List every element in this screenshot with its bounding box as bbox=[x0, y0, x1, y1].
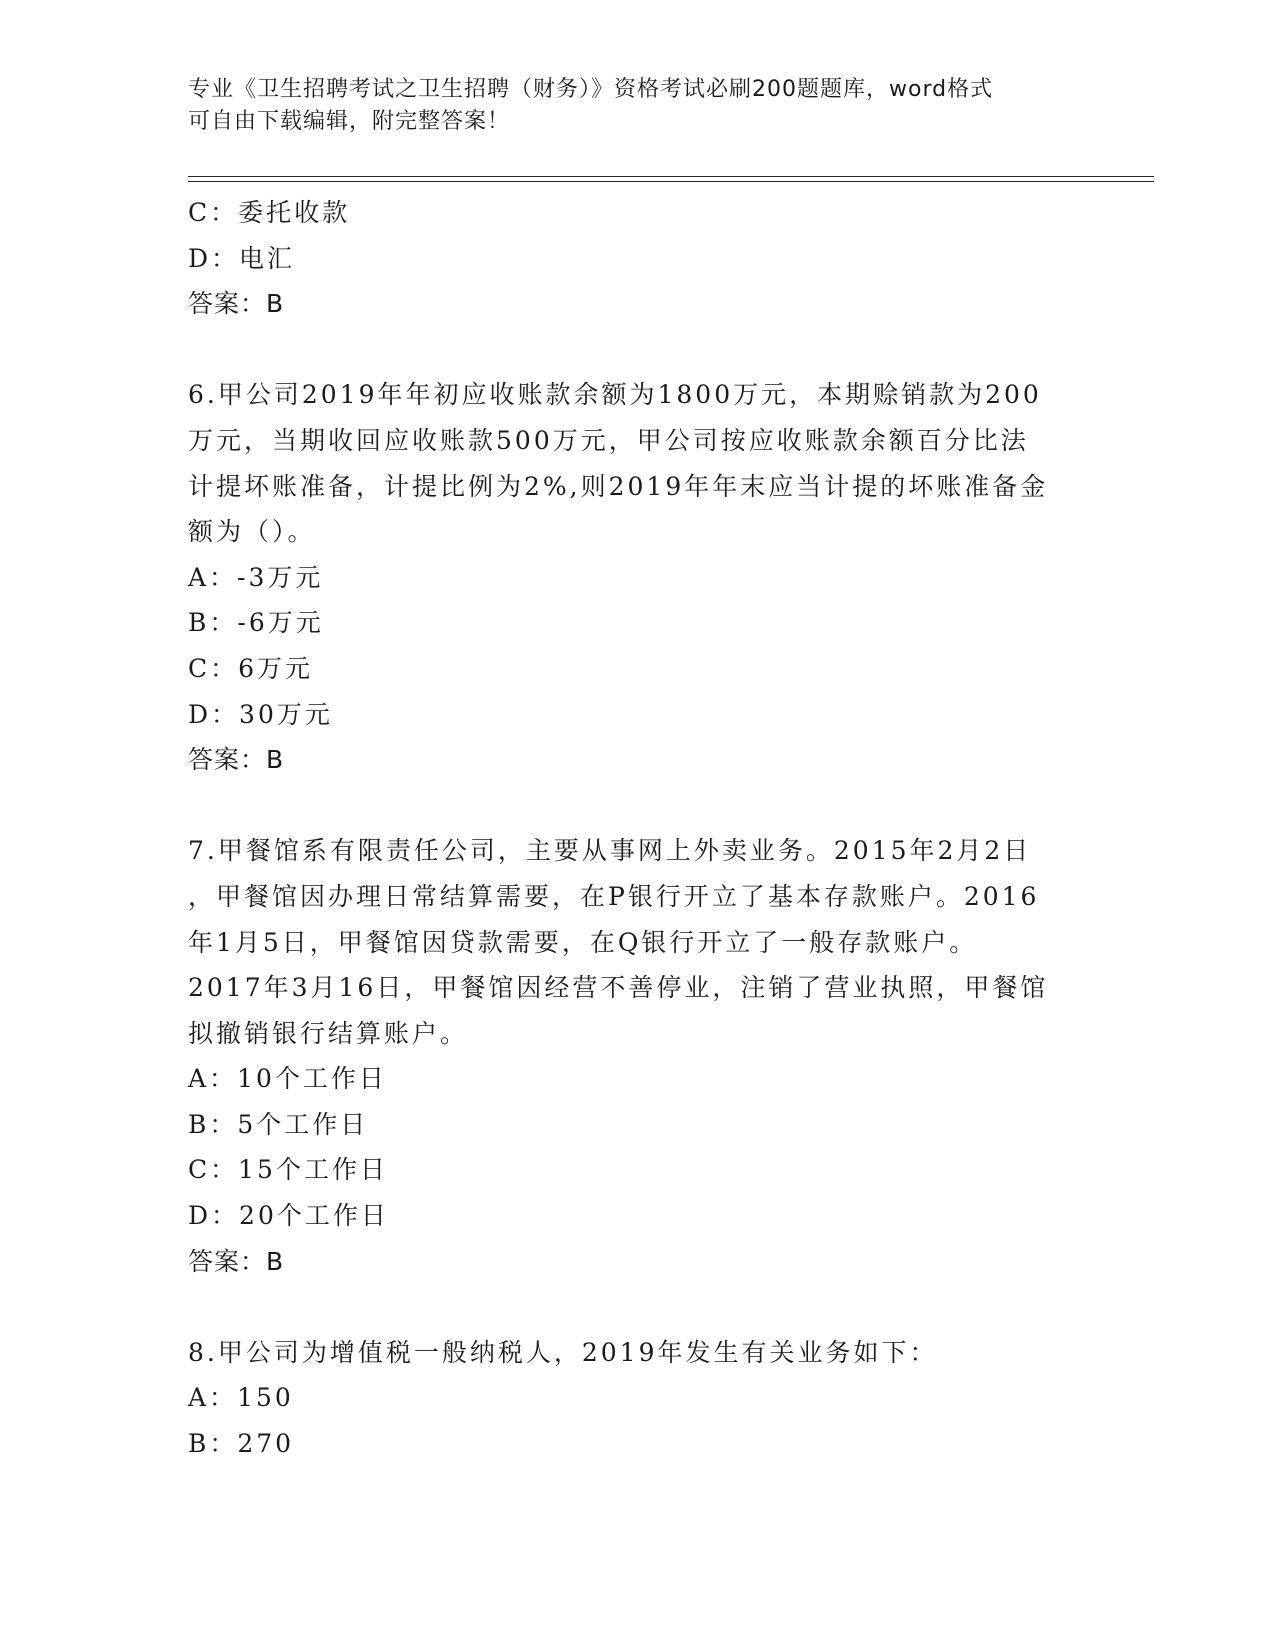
question-stem: 7.甲餐馆系有限责任公司，主要从事网上外卖业务。2015年2月2日 bbox=[188, 836, 1032, 866]
option-d: D：20个工作日 bbox=[188, 1201, 389, 1231]
header-title-line-1: 专业《卫生招聘考试之卫生招聘（财务）》资格考试必刷200题题库，word格式 bbox=[188, 77, 994, 102]
option-c: C：6万元 bbox=[188, 653, 314, 683]
answer: 答案：B bbox=[188, 1246, 285, 1276]
question-stem: 拟撤销银行结算账户。 bbox=[188, 1018, 469, 1048]
spacer bbox=[188, 1284, 1088, 1330]
option-a: A：10个工作日 bbox=[188, 1064, 387, 1094]
spacer bbox=[188, 327, 1088, 373]
option-a: A：-3万元 bbox=[188, 562, 324, 592]
question-stem: 8.甲公司为增值税一般纳税人，2019年发生有关业务如下： bbox=[188, 1337, 938, 1367]
option-b: B：5个工作日 bbox=[188, 1109, 369, 1139]
answer: 答案：B bbox=[188, 289, 285, 319]
question-stem: 额为（）。 bbox=[188, 517, 316, 547]
question-stem: 计提坏账准备，计提比例为2%,则2019年年末应当计提的坏账准备金 bbox=[188, 471, 1049, 501]
option-d: D：30万元 bbox=[188, 699, 333, 729]
option-c: C：委托收款 bbox=[188, 198, 351, 227]
option-c: C：15个工作日 bbox=[188, 1155, 388, 1185]
question-8 bbox=[188, 1330, 1088, 1467]
option-a: A：150 bbox=[188, 1383, 294, 1413]
question-5-tail bbox=[188, 190, 1088, 327]
question-stem: 6.甲公司2019年年初应收账款余额为1800万元，本期赊销款为200 bbox=[188, 380, 1042, 410]
option-b: B：-6万元 bbox=[188, 608, 324, 638]
header-divider-top bbox=[188, 176, 1154, 177]
header-divider-bottom bbox=[188, 181, 1154, 182]
question-stem: 年1月5日，甲餐馆因贷款需要，在Q银行开立了一般存款账户。 bbox=[188, 927, 978, 957]
question-stem: 2017年3月16日，甲餐馆因经营不善停业，注销了营业执照，甲餐馆 bbox=[188, 973, 1049, 1003]
option-d: D：电汇 bbox=[188, 243, 296, 273]
answer: 答案：B bbox=[188, 745, 285, 775]
header-title-line-2: 可自由下载编辑，附完整答案！ bbox=[188, 109, 511, 134]
question-6 bbox=[188, 372, 1088, 782]
question-7 bbox=[188, 828, 1088, 1284]
question-content bbox=[188, 190, 1088, 1467]
question-stem: ，甲餐馆因办理日常结算需要，在P银行开立了基本存款账户。2016 bbox=[188, 881, 1040, 911]
question-stem: 万元，当期收回应收账款500万元，甲公司按应收账款余额百分比法 bbox=[188, 425, 1029, 455]
option-b: B：270 bbox=[188, 1429, 295, 1459]
spacer bbox=[188, 783, 1088, 829]
document-header bbox=[188, 74, 1068, 138]
